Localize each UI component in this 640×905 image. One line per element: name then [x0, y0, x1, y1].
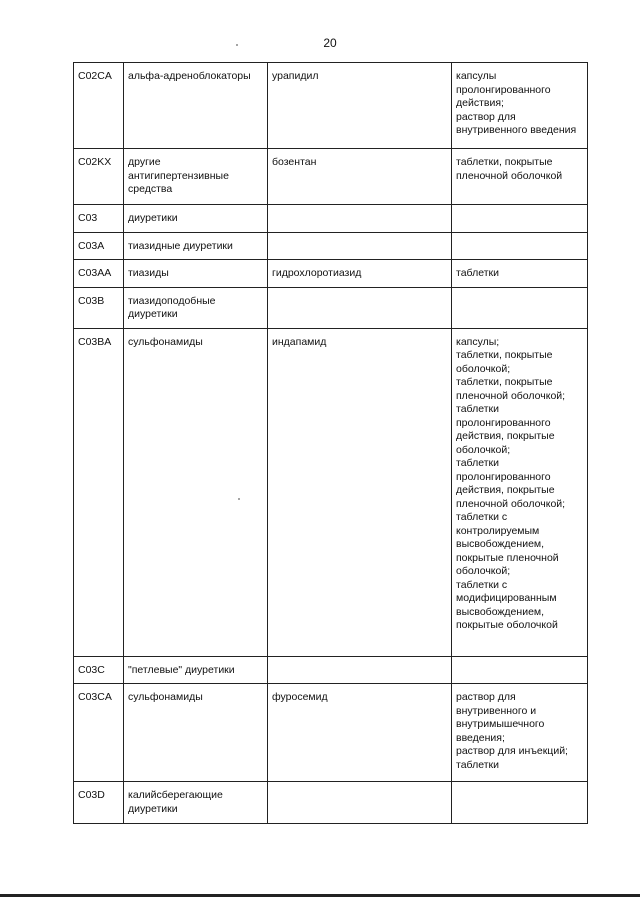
table-row	[74, 287, 588, 328]
drug-cell: бозентан	[268, 149, 452, 205]
group-cell: калийсберегающие диуретики	[124, 782, 268, 824]
group-cell: другие антигипертензивные средства	[124, 149, 268, 205]
group-cell: тиазидоподобные диуретики	[124, 287, 268, 328]
group-cell: "петлевые" диуретики	[124, 656, 268, 684]
atc-code-cell: C03BA	[74, 328, 124, 656]
page-number: 20	[323, 36, 337, 50]
atc-code-cell: C03AA	[74, 260, 124, 288]
atc-code-cell: C03D	[74, 782, 124, 824]
forms-cell: капсулы пролонгированного действия; раствор для внутривенного введения	[452, 63, 588, 149]
table-row	[74, 232, 588, 260]
table-row	[74, 63, 588, 149]
table-row	[74, 205, 588, 233]
atc-code-cell: C03C	[74, 656, 124, 684]
group-cell: тиазидные диуретики	[124, 232, 268, 260]
forms-cell	[452, 782, 588, 824]
drug-cell	[268, 782, 452, 824]
atc-code-cell: C03CA	[74, 684, 124, 782]
group-cell: сульфонамиды	[124, 684, 268, 782]
drug-cell	[268, 205, 452, 233]
atc-code-cell: C02CA	[74, 63, 124, 149]
drug-cell: фуросемид	[268, 684, 452, 782]
group-cell: сульфонамиды	[124, 328, 268, 656]
scan-speck	[236, 44, 238, 46]
group-cell: тиазиды	[124, 260, 268, 288]
atc-code-cell: C03B	[74, 287, 124, 328]
forms-cell: таблетки	[452, 260, 588, 288]
forms-cell	[452, 656, 588, 684]
atc-code-cell: C03	[74, 205, 124, 233]
table-row	[74, 684, 588, 782]
drug-cell	[268, 287, 452, 328]
table-row	[74, 260, 588, 288]
forms-cell	[452, 287, 588, 328]
atc-code-cell: C02KX	[74, 149, 124, 205]
forms-cell	[452, 232, 588, 260]
drug-cell: индапамид	[268, 328, 452, 656]
page-bottom-edge	[0, 894, 640, 897]
atc-code-cell: C03A	[74, 232, 124, 260]
drug-table	[73, 62, 588, 824]
scan-speck	[238, 498, 240, 500]
drug-cell	[268, 656, 452, 684]
group-cell: диуретики	[124, 205, 268, 233]
forms-cell	[452, 205, 588, 233]
forms-cell: раствор для внутривенного и внутримышечного введения; раствор для инъекций; таблетки	[452, 684, 588, 782]
drug-cell	[268, 232, 452, 260]
table-row	[74, 782, 588, 824]
drug-cell: гидрохлоротиазид	[268, 260, 452, 288]
forms-cell: капсулы; таблетки, покрытые оболочкой; таблетки, покрытые пленочной оболочкой; таблетки пролонгированного действия, покрытые оболочкой; таблетки пролонгированного действия, покрытые пленочной оболочкой; таблетки с контролируемым высвобождением, покрытые пленочной оболочкой; таблетки с модифицированным высвобождением, покрытые оболочкой	[452, 328, 588, 656]
drug-cell: урапидил	[268, 63, 452, 149]
group-cell: альфа-адреноблокаторы	[124, 63, 268, 149]
forms-cell: таблетки, покрытые пленочной оболочкой	[452, 149, 588, 205]
table-row	[74, 149, 588, 205]
table-row	[74, 328, 588, 656]
table-row	[74, 656, 588, 684]
